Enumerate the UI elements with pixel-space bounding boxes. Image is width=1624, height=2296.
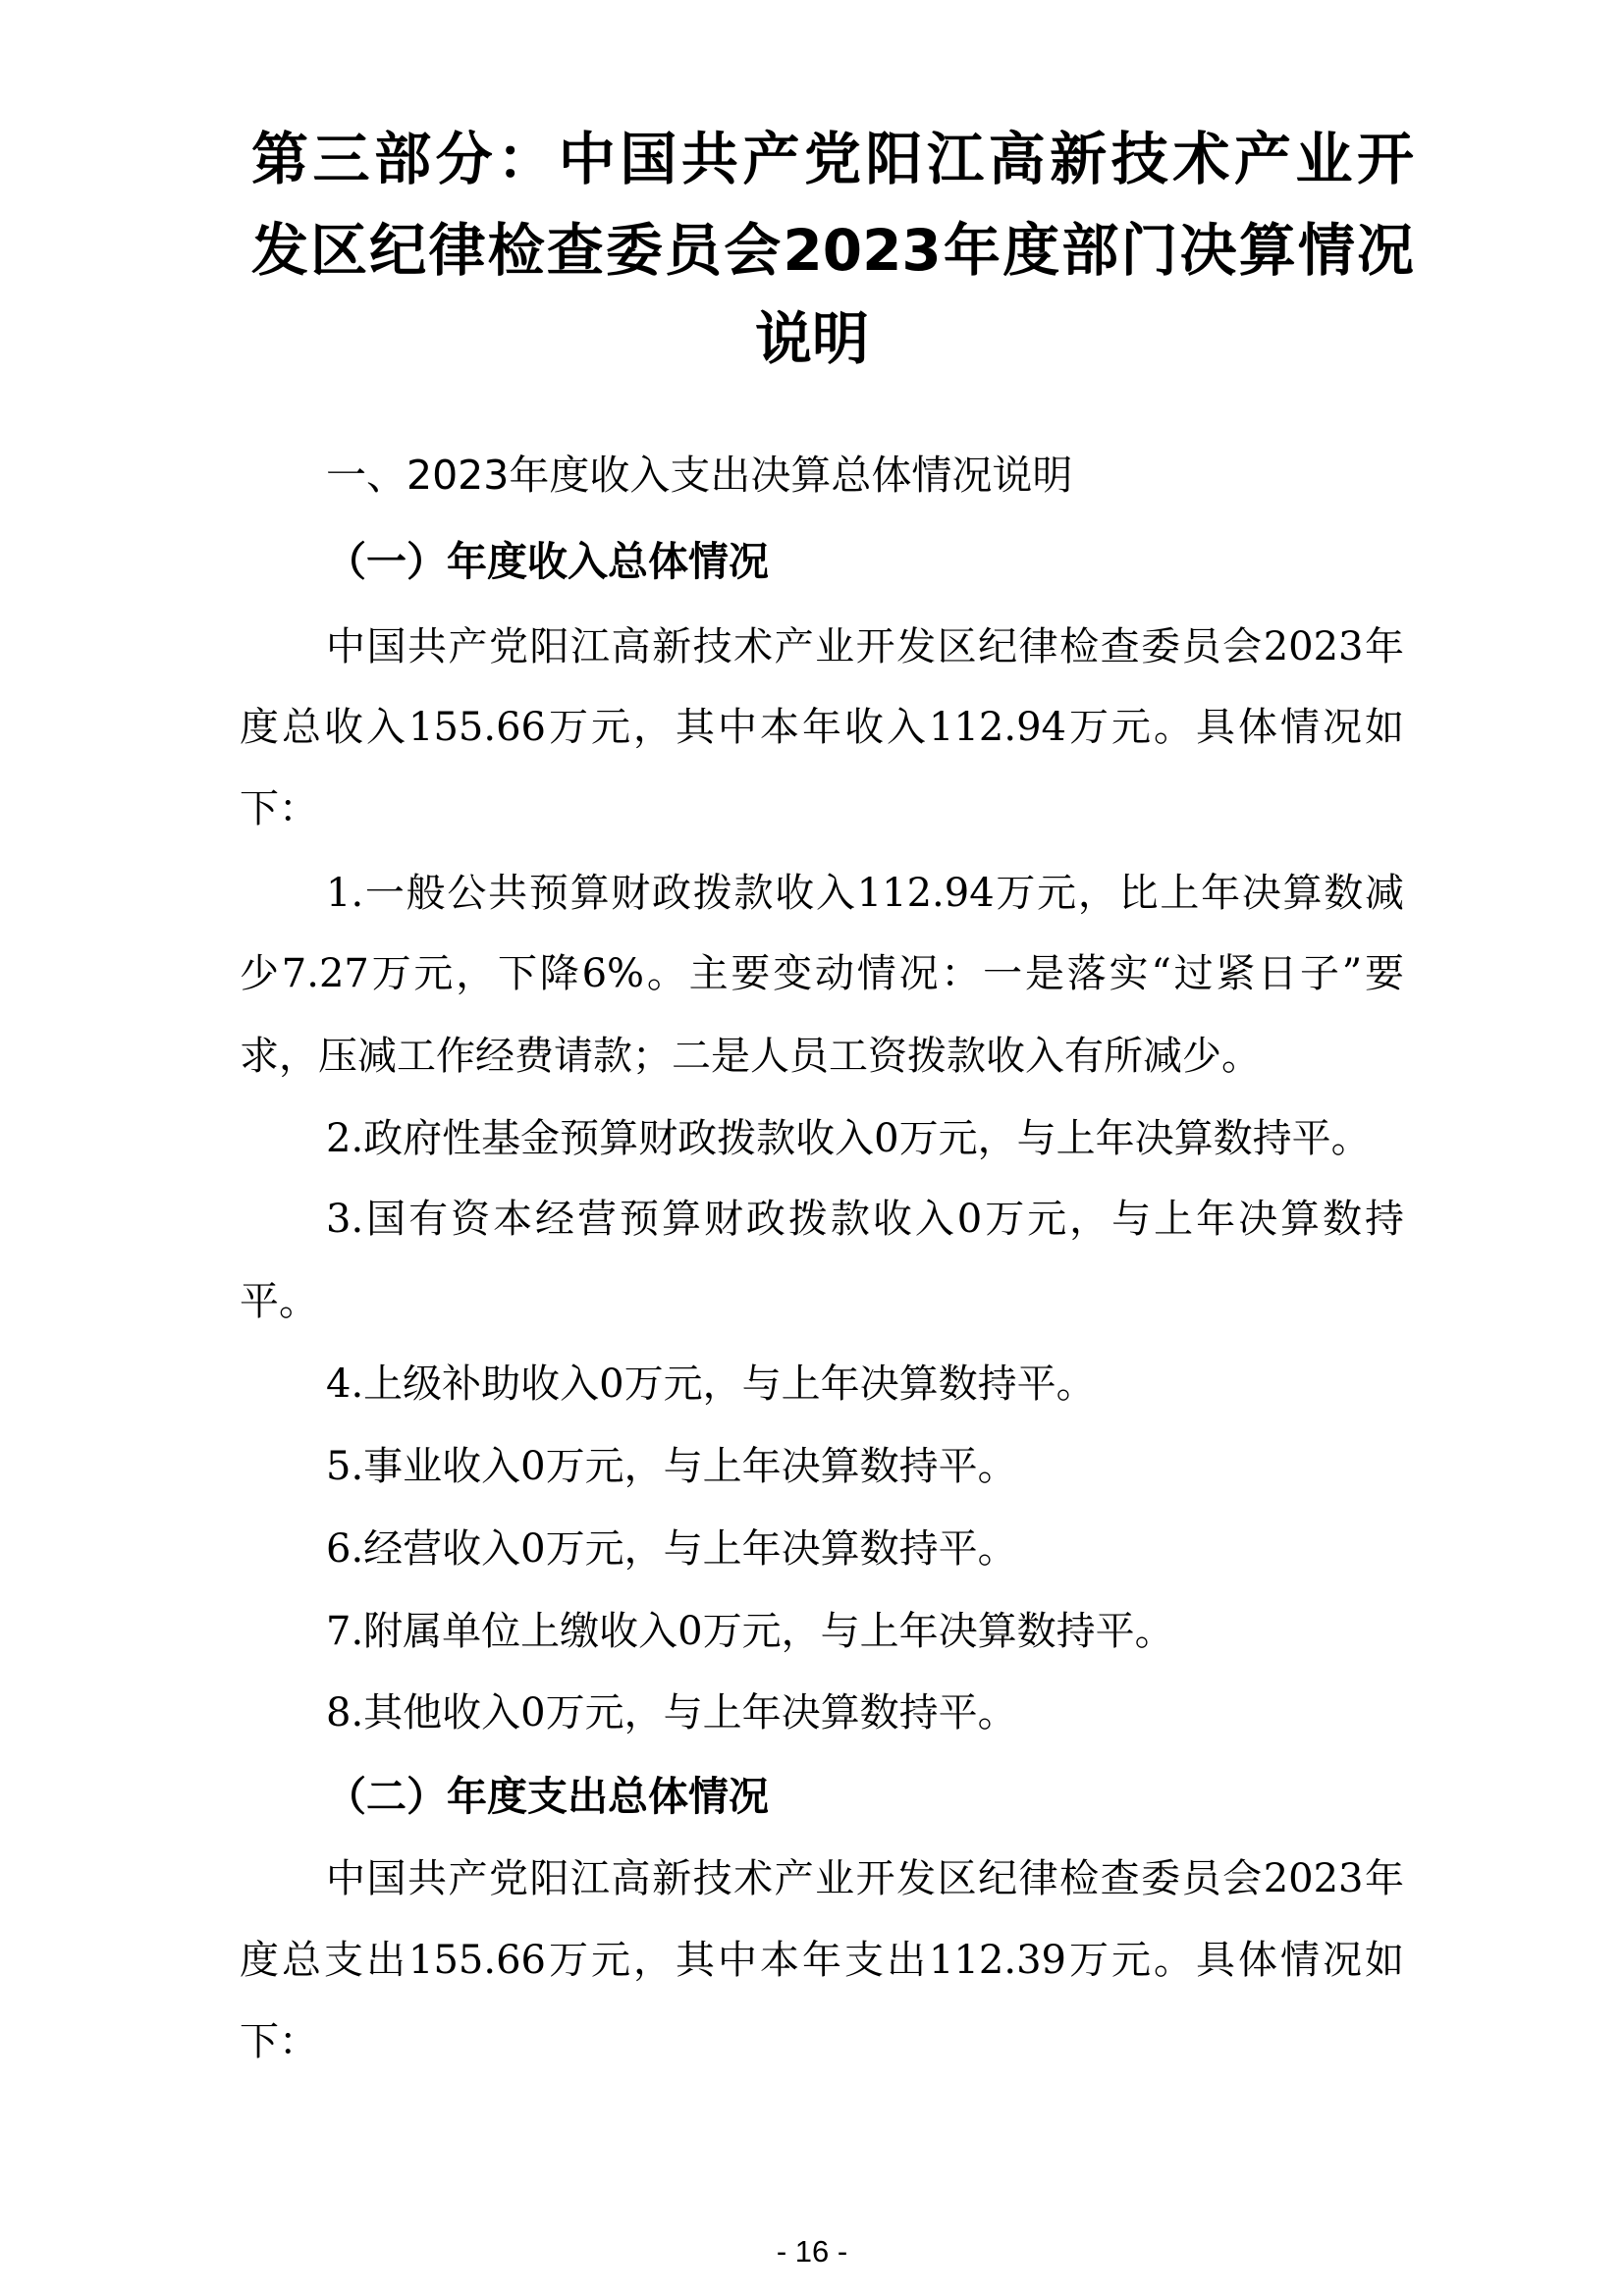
income-item-1-line-2: 少7.27万元，下降6%。主要变动情况：一是落实“过紧日子”要 [240,951,1404,996]
page-title-line-1: 第三部分：中国共产党阳江高新技术产业开 [251,126,1414,192]
page-number: - 16 - [776,2234,848,2269]
income-item-8: 8.其他收入0万元，与上年决算数持平。 [326,1690,1017,1735]
subsection-heading-income: （一）年度收入总体情况 [326,538,769,585]
income-item-4: 4.上级补助收入0万元，与上年决算数持平。 [326,1362,1096,1407]
income-item-3-line-1: 3.国有资本经营预算财政拨款收入0万元，与上年决算数持 [326,1197,1404,1242]
page-title-line-3: 说明 [754,305,869,372]
expenditure-intro-line-2: 度总支出155.66万元，其中本年支出112.39万元。具体情况如 [240,1938,1404,1983]
income-item-1-line-1: 1.一般公共预算财政拨款收入112.94万元，比上年决算数减 [326,871,1404,916]
page-title-line-2: 发区纪律检查委员会2023年度部门决算情况 [251,217,1414,284]
income-intro-line-1: 中国共产党阳江高新技术产业开发区纪律检查委员会2023年 [326,624,1404,669]
income-item-7: 7.附属单位上缴收入0万元，与上年决算数持平。 [326,1609,1174,1654]
section-heading-1: 一、2023年度收入支出决算总体情况说明 [326,452,1073,499]
expenditure-intro-line-1: 中国共产党阳江高新技术产业开发区纪律检查委员会2023年 [326,1856,1404,1901]
expenditure-intro-line-3: 下： [240,2019,318,2064]
income-intro-line-3: 下： [240,786,318,831]
income-item-3-line-2: 平。 [240,1279,318,1324]
income-item-1-line-3: 求，压减工作经费请款；二是人员工资拨款收入有所减少。 [240,1034,1261,1079]
income-item-6: 6.经营收入0万元，与上年决算数持平。 [326,1526,1017,1572]
income-item-5: 5.事业收入0万元，与上年决算数持平。 [326,1444,1017,1489]
subsection-heading-expenditure: （二）年度支出总体情况 [326,1773,769,1820]
income-intro-line-2: 度总收入155.66万元，其中本年收入112.94万元。具体情况如 [240,705,1404,750]
income-item-2: 2.政府性基金预算财政拨款收入0万元，与上年决算数持平。 [326,1116,1371,1161]
